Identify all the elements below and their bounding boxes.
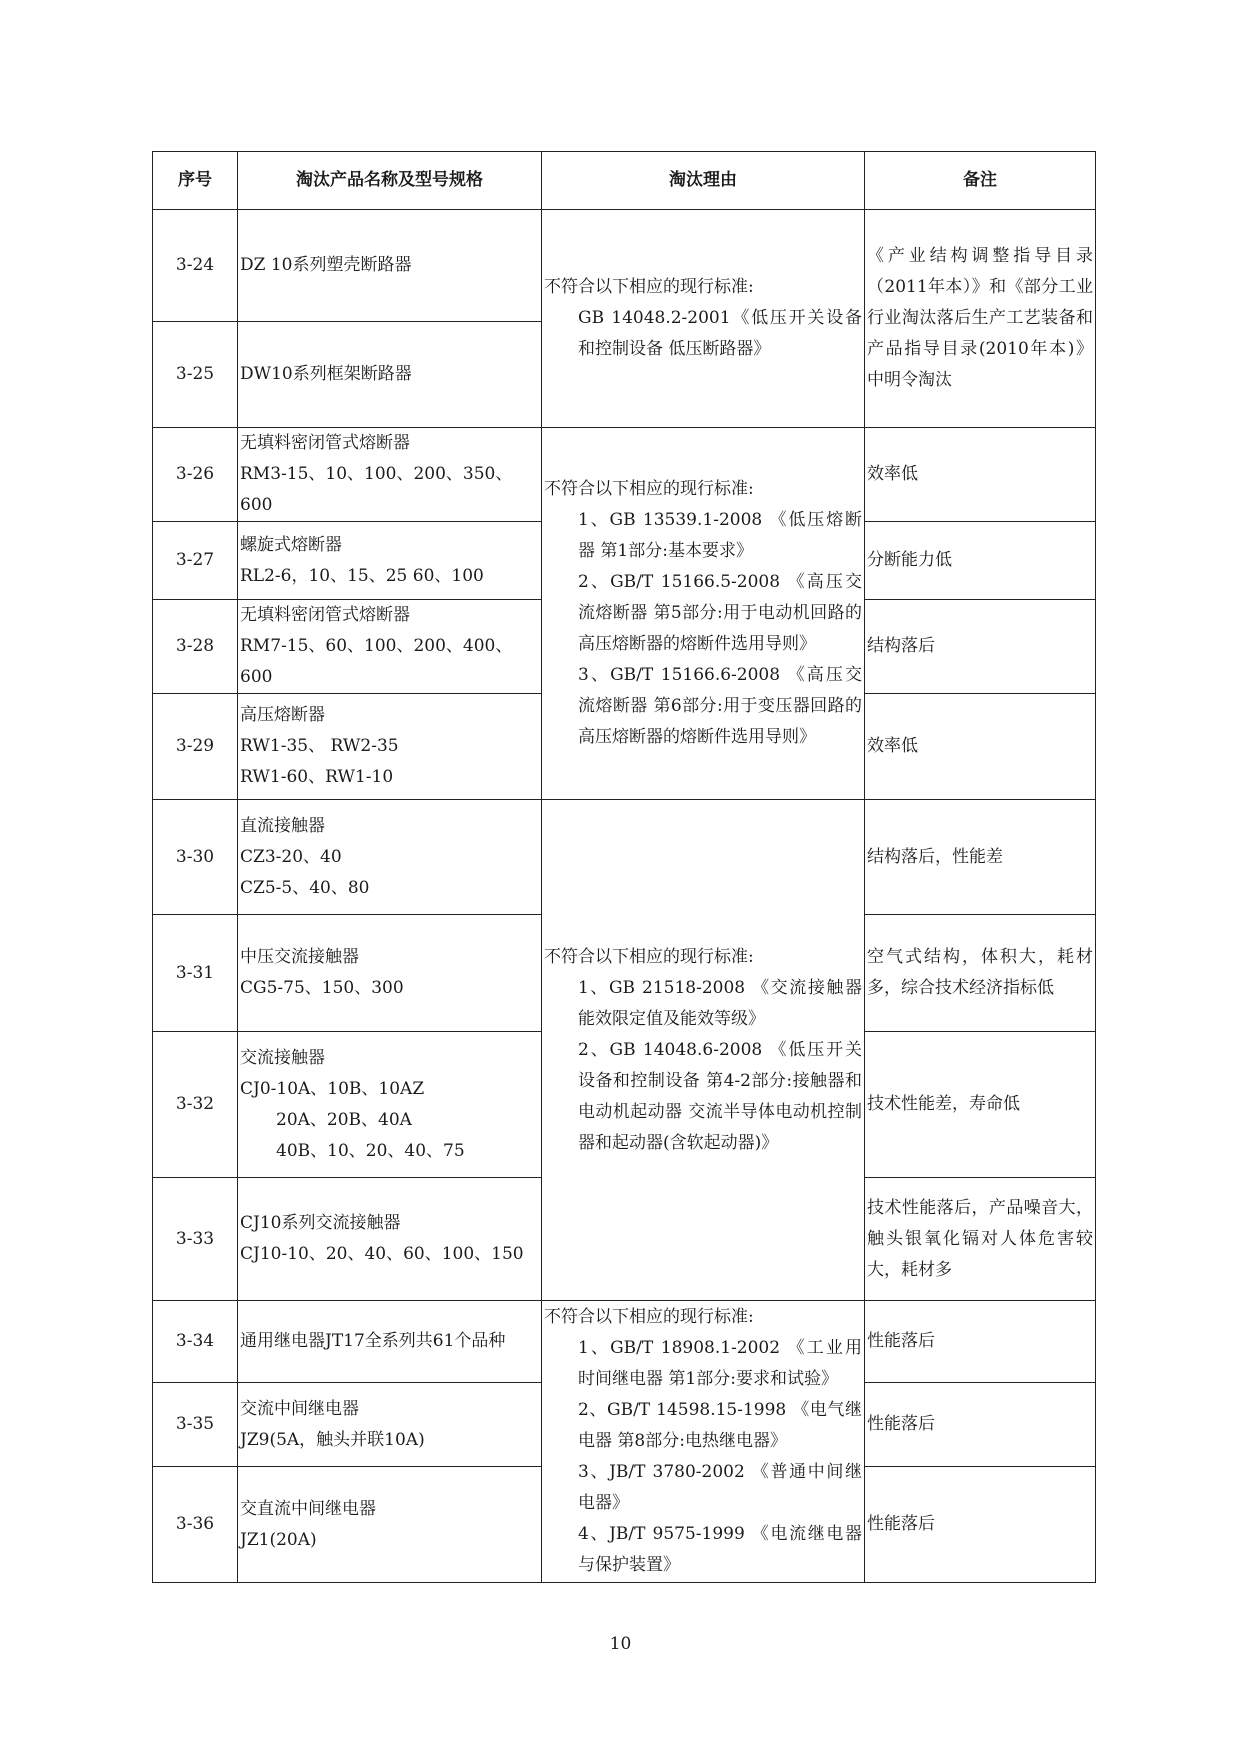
product-line: 无填料密闭管式熔断器: [240, 605, 410, 625]
reason-line: 2、GB 14048.6-2008 《低压开关设备和控制设备 第4-2部分:接触器和电动机起动器 交流半导体电动机控制器和起动器(含软起动器)》: [578, 1039, 862, 1153]
reason-line: 1、GB/T 18908.1-2002 《工业用时间继电器 第1部分:要求和试验》: [578, 1338, 862, 1389]
header-seq: 序号: [153, 152, 238, 210]
product-line: CJ10系列交流接触器: [240, 1213, 401, 1233]
remark-cell: 技术性能差，寿命低: [865, 1032, 1096, 1178]
reason-line: 不符合以下相应的现行标准:: [544, 946, 754, 967]
product-line: CJ0-10A、10B、10AZ: [240, 1078, 425, 1099]
remark-cell: 性能落后: [865, 1383, 1096, 1467]
product-line: 交流中间继电器: [240, 1398, 359, 1419]
product-line: 中压交流接触器: [240, 947, 359, 967]
reason-line: 2、GB/T 14598.15-1998 《电气继电器 第8部分:电热继电器》: [578, 1400, 862, 1451]
table-row: [153, 210, 1096, 322]
row-product: [238, 428, 542, 522]
product-line: RW1-60、RW1-10: [240, 767, 394, 787]
product-line: CJ10-10、20、40、60、100、150: [240, 1244, 524, 1264]
row-seq: 3-27: [153, 522, 238, 600]
row-seq: 3-30: [153, 800, 238, 915]
reason-line: 1、GB 13539.1-2008 《低压熔断器 第1部分:基本要求》: [578, 510, 862, 561]
row-seq: 3-36: [153, 1467, 238, 1583]
row-product: [238, 915, 542, 1032]
product-line: DZ 10系列塑壳断路器: [240, 255, 412, 275]
remark-cell: 《产业结构调整指导目录（2011年本）》和《部分工业行业淘汰落后生产工艺装备和产品指导目录(2010年本)》中明令淘汰: [865, 210, 1096, 428]
product-line: RW1-35、 RW2-35: [240, 736, 399, 756]
row-product: [238, 322, 542, 428]
row-product: [238, 800, 542, 915]
product-line: 20A、20B、40A: [276, 1109, 412, 1130]
row-seq: 3-29: [153, 694, 238, 800]
product-line: JZ1(20A): [240, 1529, 317, 1550]
row-seq: 3-33: [153, 1178, 238, 1301]
product-line: RM3-15、10、100、200、350、600: [240, 464, 513, 515]
reason-line: 1、GB 21518-2008 《交流接触器能效限定值及能效等级》: [578, 977, 862, 1029]
row-product: [238, 1301, 542, 1383]
reason-cell: [542, 1301, 865, 1583]
reason-line: 不符合以下相应的现行标准:: [544, 479, 754, 499]
product-line: DW10系列框架断路器: [240, 364, 412, 384]
remark-cell: 结构落后，性能差: [865, 800, 1096, 915]
reason-cell: [542, 210, 865, 428]
header-product: 淘汰产品名称及型号规格: [238, 152, 542, 210]
product-line: CG5-75、150、300: [240, 978, 404, 998]
row-seq: 3-24: [153, 210, 238, 322]
row-product: [238, 522, 542, 600]
reason-cell: [542, 800, 865, 1301]
product-line: RM7-15、60、100、200、400、600: [240, 636, 513, 687]
product-line: 通用继电器JT17全系列共61个品种: [240, 1331, 506, 1351]
remark-cell: 分断能力低: [865, 522, 1096, 600]
row-product: [238, 1032, 542, 1178]
product-line: CZ3-20、40: [240, 846, 342, 867]
row-product: [238, 1383, 542, 1467]
row-product: [238, 1178, 542, 1301]
table-header-row: [153, 152, 1096, 210]
product-line: JZ9(5A，触头并联10A): [240, 1429, 425, 1450]
row-seq: 3-25: [153, 322, 238, 428]
row-product: [238, 210, 542, 322]
product-line: 40B、10、20、40、75: [276, 1140, 465, 1161]
row-product: [238, 694, 542, 800]
remark-cell: 性能落后: [865, 1301, 1096, 1383]
header-remark: 备注: [865, 152, 1096, 210]
row-seq: 3-31: [153, 915, 238, 1032]
remark-cell: 空气式结构，体积大，耗材多，综合技术经济指标低: [865, 915, 1096, 1032]
reason-line: 4、JB/T 9575-1999 《电流继电器与保护装置》: [578, 1524, 862, 1575]
table-row: [153, 428, 1096, 522]
product-line: 螺旋式熔断器: [240, 534, 342, 555]
reason-cell: [542, 428, 865, 800]
reason-line: 不符合以下相应的现行标准:: [544, 1307, 754, 1327]
elimination-table: [152, 151, 1096, 1583]
page-number: 10: [609, 1634, 632, 1654]
reason-line: 不符合以下相应的现行标准:: [544, 277, 754, 297]
header-reason: 淘汰理由: [542, 152, 865, 210]
product-line: 直流接触器: [240, 815, 325, 836]
remark-cell: 效率低: [865, 694, 1096, 800]
row-seq: 3-34: [153, 1301, 238, 1383]
row-product: [238, 1467, 542, 1583]
row-seq: 3-28: [153, 600, 238, 694]
reason-line: GB 14048.2-2001《低压开关设备和控制设备 低压断路器》: [578, 308, 862, 359]
row-product: [238, 600, 542, 694]
reason-line: 3、GB/T 15166.6-2008 《高压交流熔断器 第6部分:用于变压器回路的高压熔断器的熔断件选用导则》: [578, 665, 862, 747]
product-line: CZ5-5、40、80: [240, 877, 370, 898]
row-seq: 3-32: [153, 1032, 238, 1178]
product-line: 无填料密闭管式熔断器: [240, 433, 410, 453]
product-line: 交流接触器: [240, 1047, 325, 1068]
remark-cell: 性能落后: [865, 1467, 1096, 1583]
product-line: RL2-6，10、15、25 60、100: [240, 565, 484, 586]
table-row: [153, 800, 1096, 915]
remark-cell: 技术性能落后，产品噪音大，触头银氧化镉对人体危害较大，耗材多: [865, 1178, 1096, 1301]
reason-line: 3、JB/T 3780-2002 《普通中间继电器》: [578, 1462, 862, 1513]
row-seq: 3-26: [153, 428, 238, 522]
table-row: [153, 1301, 1096, 1383]
remark-cell: 结构落后: [865, 600, 1096, 694]
product-line: 交直流中间继电器: [240, 1498, 376, 1519]
row-seq: 3-35: [153, 1383, 238, 1467]
reason-line: 2、GB/T 15166.5-2008 《高压交流熔断器 第5部分:用于电动机回路的高压熔断器的熔断件选用导则》: [578, 572, 862, 654]
remark-cell: 效率低: [865, 428, 1096, 522]
product-line: 高压熔断器: [240, 705, 325, 725]
